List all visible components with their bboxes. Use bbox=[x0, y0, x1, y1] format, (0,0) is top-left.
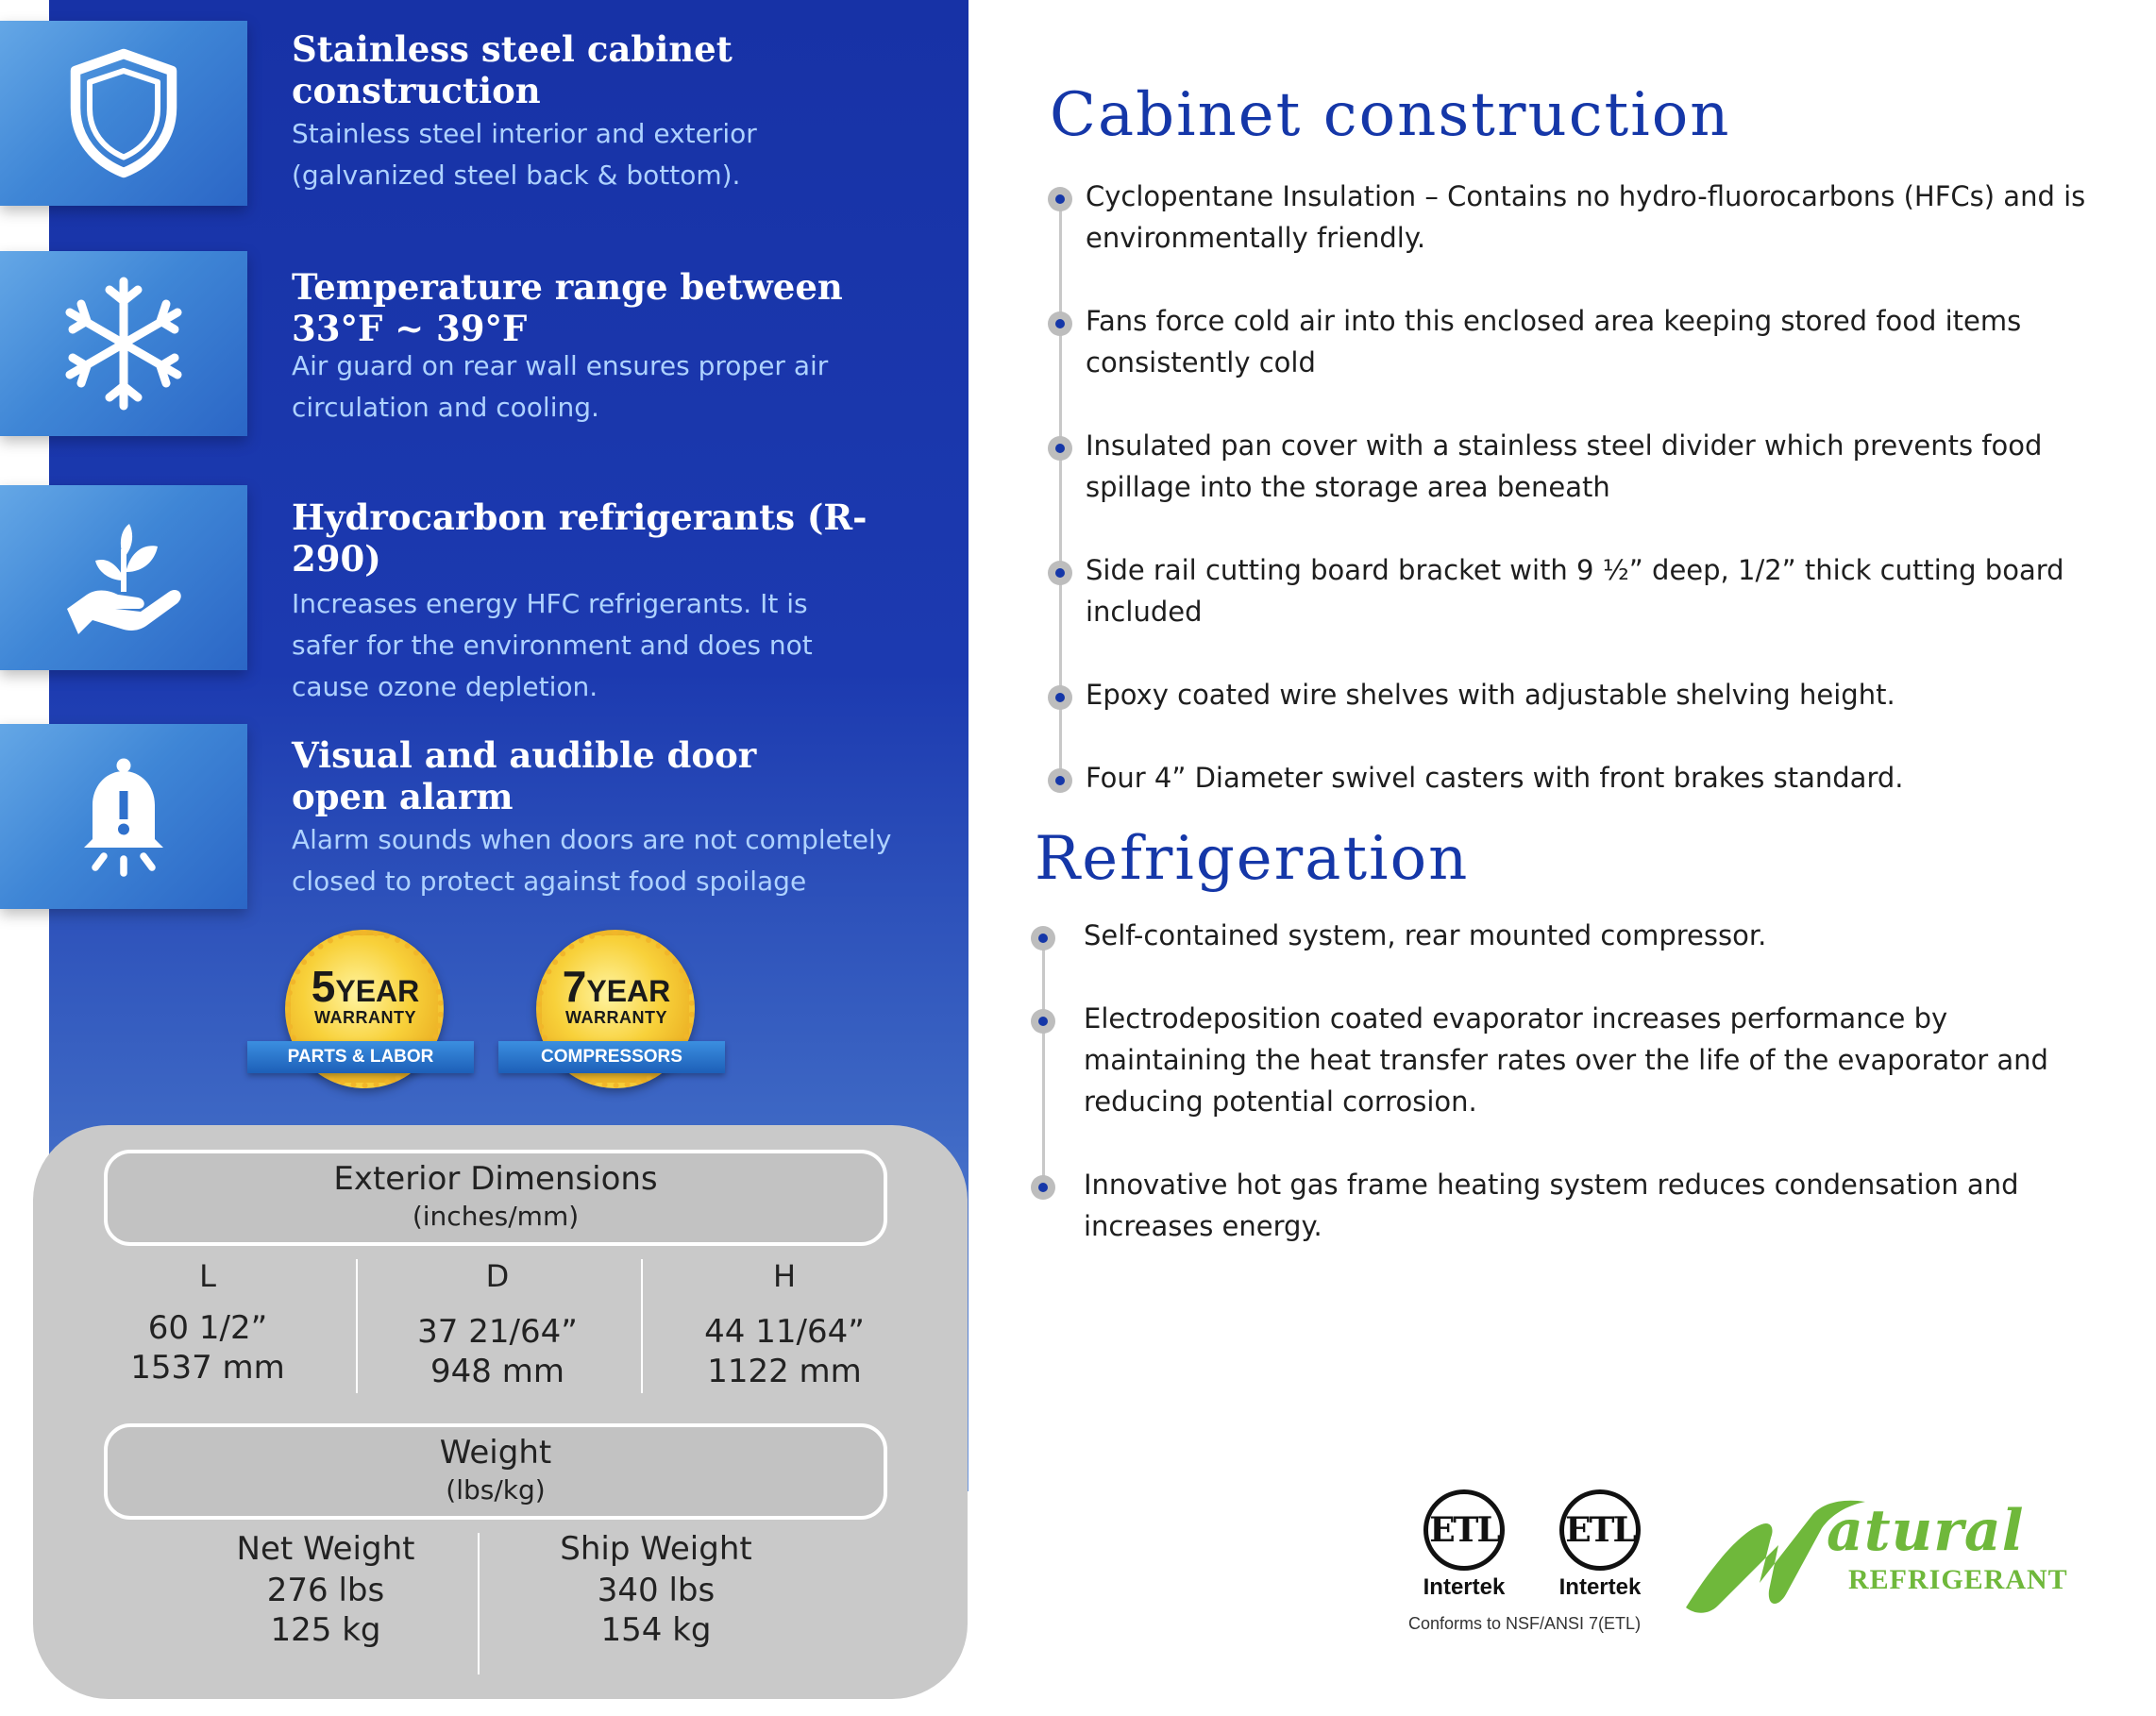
bullet-dot-icon bbox=[1031, 1175, 1055, 1200]
dimension-height bbox=[675, 1257, 894, 1391]
feature-description bbox=[292, 345, 952, 429]
dimension-inches: 60 1/2” bbox=[147, 1309, 268, 1347]
feature-desc-line: Increases energy HFC refrigerants. It is bbox=[292, 588, 808, 619]
seal-ribbon: PARTS & LABOR bbox=[247, 1041, 474, 1073]
refrigeration-heading: Refrigeration bbox=[1035, 824, 1470, 894]
dimension-inches: 44 11/64” bbox=[704, 1313, 865, 1351]
list-item-line: Self-contained system, rear mounted compressor. bbox=[1084, 919, 1767, 951]
bullet-dot-icon bbox=[1031, 1009, 1055, 1034]
list-item bbox=[1086, 425, 2156, 508]
feature-title: Stainless steel cabinet bbox=[292, 28, 733, 70]
list-item-line: Epoxy coated wire shelves with adjustable shelving height. bbox=[1086, 679, 1895, 711]
weight-lbs: 340 lbs bbox=[597, 1572, 716, 1609]
bullet-dot-icon bbox=[1031, 926, 1055, 951]
weight-ship bbox=[514, 1529, 798, 1650]
feature-title: Visual and audible door bbox=[292, 734, 757, 776]
feature-tile-alarm bbox=[0, 724, 247, 909]
dimension-mm: 948 mm bbox=[430, 1353, 564, 1390]
seal-ribbon: COMPRESSORS bbox=[498, 1041, 725, 1073]
list-item-line: reducing potential corrosion. bbox=[1084, 1085, 1477, 1118]
feature-desc-line: cause ozone depletion. bbox=[292, 671, 598, 702]
seal-warranty-label: WARRANTY bbox=[314, 1008, 416, 1027]
list-item-line: Electrodeposition coated evaporator increases performance by bbox=[1084, 1002, 1948, 1035]
feature-desc-line: Air guard on rear wall ensures proper air bbox=[292, 350, 829, 381]
list-item bbox=[1086, 674, 2156, 715]
specs-panel bbox=[33, 1125, 968, 1699]
conformance-note: Conforms to NSF/ANSI 7(ETL) bbox=[1408, 1614, 1642, 1633]
weight-units: (lbs/kg) bbox=[446, 1474, 546, 1506]
bullet-dot-icon bbox=[1048, 561, 1072, 585]
list-item-line: Side rail cutting board bracket with 9 ½” deep, 1/2” thick cutting board bbox=[1086, 554, 2064, 586]
list-item bbox=[1086, 300, 2156, 383]
seal-year-label: YEAR bbox=[335, 974, 420, 1008]
list-item-line: environmentally friendly. bbox=[1086, 222, 1426, 254]
list-item bbox=[1084, 998, 2156, 1122]
weight-kg: 154 kg bbox=[600, 1611, 712, 1649]
divider bbox=[641, 1259, 643, 1393]
natural-word: atural bbox=[1827, 1498, 2025, 1564]
list-item-line: consistently cold bbox=[1086, 346, 1316, 379]
alarm-bell-icon bbox=[53, 746, 194, 887]
feature-tile-stainless bbox=[0, 21, 247, 206]
feature-desc-line: safer for the environment and does not bbox=[292, 630, 813, 661]
list-item bbox=[1084, 915, 2156, 956]
feature-description bbox=[292, 113, 952, 196]
list-item-line: Innovative hot gas frame heating system reduces condensation and bbox=[1084, 1169, 2019, 1201]
dimension-mm: 1122 mm bbox=[707, 1353, 862, 1390]
seal-number: 5 bbox=[311, 962, 336, 1011]
intertek-label: Intertek bbox=[1558, 1574, 1642, 1600]
feature-desc-line: (galvanized steel back & bottom). bbox=[292, 160, 741, 191]
feature-temperature bbox=[292, 266, 952, 429]
intertek-label: Intertek bbox=[1423, 1574, 1506, 1600]
bullet-dot-icon bbox=[1048, 436, 1072, 461]
etl-mark-icon: ETL bbox=[1423, 1489, 1505, 1571]
weight-lbs: 276 lbs bbox=[266, 1572, 385, 1609]
divider bbox=[478, 1533, 480, 1674]
list-item-line: maintaining the heat transfer rates over the life of the evaporator and bbox=[1084, 1044, 2048, 1076]
feature-title: construction bbox=[292, 70, 541, 111]
list-item bbox=[1086, 176, 2156, 259]
plant-in-hand-icon bbox=[53, 507, 194, 648]
list-item-line: spillage into the storage area beneath bbox=[1086, 471, 1610, 503]
dimension-label: H bbox=[772, 1258, 797, 1294]
feature-title: Temperature range between bbox=[292, 266, 843, 308]
bullet-dot-icon bbox=[1048, 768, 1072, 793]
list-item-line: Cyclopentane Insulation – Contains no hydro-fluorocarbons (HFCs) and is bbox=[1086, 180, 2086, 212]
feature-desc-line: Stainless steel interior and exterior bbox=[292, 118, 757, 149]
warranty-seal-7-year bbox=[489, 930, 716, 1100]
list-item-line: increases energy. bbox=[1084, 1210, 1322, 1242]
dimension-inches: 37 21/64” bbox=[417, 1313, 578, 1351]
dimension-mm: 1537 mm bbox=[130, 1349, 285, 1387]
feature-title: open alarm bbox=[292, 776, 514, 817]
feature-title: 33°F ~ 39°F bbox=[292, 308, 528, 349]
list-item bbox=[1084, 1164, 2156, 1247]
natural-refrigerant-logo bbox=[1680, 1496, 2077, 1619]
feature-alarm bbox=[292, 734, 952, 902]
refrigerant-word: REFRIGERANT bbox=[1848, 1564, 2068, 1595]
dimension-depth bbox=[388, 1257, 607, 1391]
dimension-label: D bbox=[485, 1258, 510, 1294]
seal-warranty-label: WARRANTY bbox=[565, 1008, 667, 1027]
list-item bbox=[1086, 757, 2156, 799]
weight-label: Net Weight bbox=[236, 1530, 415, 1568]
feature-desc-line: Alarm sounds when doors are not completely bbox=[292, 824, 892, 855]
bullet-dot-icon bbox=[1048, 311, 1072, 336]
bullet-dot-icon bbox=[1048, 187, 1072, 211]
divider bbox=[356, 1259, 358, 1393]
etl-mark-icon: ETL bbox=[1559, 1489, 1641, 1571]
dimensions-units: (inches/mm) bbox=[412, 1201, 580, 1232]
feature-tile-hydrocarbon bbox=[0, 485, 247, 670]
dimension-length bbox=[99, 1257, 316, 1388]
feature-description bbox=[292, 819, 952, 902]
bullet-dot-icon bbox=[1048, 685, 1072, 710]
feature-hydrocarbon bbox=[292, 496, 952, 708]
feature-desc-line: closed to protect against food spoilage bbox=[292, 866, 807, 897]
dimensions-header bbox=[104, 1150, 887, 1246]
feature-stainless bbox=[292, 28, 952, 196]
list-item bbox=[1086, 549, 2156, 632]
feature-title: Hydrocarbon refrigerants (R-290) bbox=[292, 496, 867, 580]
weight-kg: 125 kg bbox=[270, 1611, 381, 1649]
timeline-line bbox=[1042, 942, 1045, 1187]
weight-header bbox=[104, 1423, 887, 1520]
weight-title: Weight bbox=[439, 1434, 552, 1472]
weight-net bbox=[194, 1529, 458, 1650]
cabinet-construction-heading: Cabinet construction bbox=[1050, 80, 1731, 150]
snowflake-icon bbox=[53, 273, 194, 414]
feature-desc-line: circulation and cooling. bbox=[292, 392, 599, 423]
etl-sanitation-logo bbox=[1548, 1489, 1652, 1601]
list-item-line: Fans force cold air into this enclosed area keeping stored food items bbox=[1086, 305, 2022, 337]
list-item-line: Insulated pan cover with a stainless steel divider which prevents food bbox=[1086, 429, 2043, 462]
dimension-label: L bbox=[199, 1258, 216, 1294]
list-item-line: Four 4” Diameter swivel casters with front brakes standard. bbox=[1086, 762, 1904, 794]
shield-icon bbox=[53, 42, 194, 184]
seal-number: 7 bbox=[562, 962, 587, 1011]
feature-description bbox=[292, 583, 952, 708]
list-item-line: included bbox=[1086, 596, 1203, 628]
warranty-seal-5-year bbox=[238, 930, 464, 1100]
etl-listed-logo bbox=[1412, 1489, 1516, 1601]
feature-tile-temperature bbox=[0, 251, 247, 436]
weight-label: Ship Weight bbox=[560, 1530, 752, 1568]
dimensions-title: Exterior Dimensions bbox=[333, 1160, 658, 1198]
seal-year-label: YEAR bbox=[586, 974, 671, 1008]
